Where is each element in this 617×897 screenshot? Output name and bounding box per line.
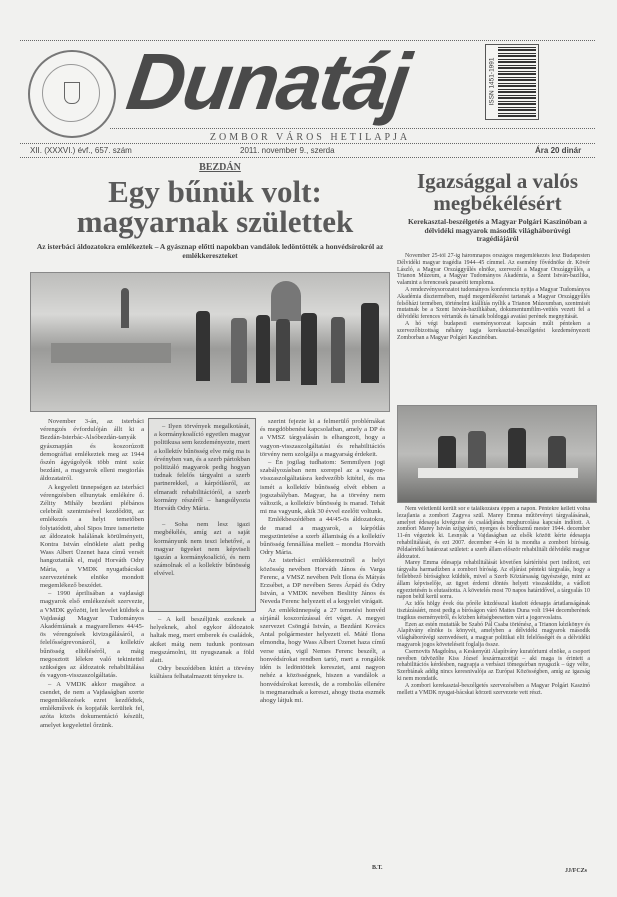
side-subheadline: Kerekasztal-beszélgetés a Magyar Polgári Kaszinóban a délvidéki magyarok második világháborúvégi tragédiájáról — [407, 217, 588, 243]
side-headline: Igazsággal a valós megbékélésért — [416, 169, 578, 215]
newspaper-logo: Dunatáj — [121, 37, 414, 126]
lead-column-1: November 3-án, az isterbáci vérengzés évfordulóján állt ki a Bezdán-Isterbác-Alsóbezdán-tanyák gyásznapján és koszorúzott demográfiai emlékeztek meg az 1944 őszén ágyúgolyók több mint száz bezdáni, a magyarok elleni megtorlás áldozatairól. A kegyeleti ünnepségen az isterbáci vérengzésben elhunytak emlékére ő. Zélity Mihály bezdáni plébános celebrált szentmisével kezdődött, az emlékezés a helyi temetőben folytatódott, ahol Sipos Imre ismertette az áldozatok halálának körülményeit, Kontra István elnöklete alatt pedig Wass Albert Üzenet haza című versét hangoztatták el, majd Horváth Odry Mária, a VMDK nyugatbácskai szervezetének elnöke mondott megemlékező beszédet. – 1990 áprilisában a vajdasági magyarok első emlékezését szervezte, a VMDK győzött, lett levelet küldtek a Vajdasági Magyar Tudományos Akadémiának a magyarellenes 44/45-ös vérengzések kivizsgálásáról, a felelősségrevonásról, a kollektív bűnösség elítéléséről, a máig megosztott lélekre való tekintettel szükséges az áldozatok rehabilitálása és vagyon-visszaszolgáltatás. – A VMDK akkor magához a csendet, de nem a Vajdaságban szerte megemlékezések ezrei kezdődtek, emlékművek és kopjafák kerültek fel, azóta közös dokumentáció készült, amelyet kegyelettel őrzünk. — [40, 418, 144, 729]
side-intro: November 25-től 27-ig háromnapos országos megemlékezés lesz Budapesten Délvidéki magyar tragédia 1944–45 címmel. Az esemény fővédnöke dr. Kövér László, a Magyar Országgyűlés elnöke, szervezői a Magyar Országgyűlés, a Trianon Múzeum, a Magyar Tudományos Akadémia, a Szent István-bazilika, valamint a ferencesek pasaréti temploma. A rendezvénysorozatot tudományos konferencia nyitja a Magyar Tudományos Akadémia dísztermében, majd megemlékezést tartanak a Magyar Országgyűlés felsőházi termében, történelmi kiállítás nyílik a Trianon Múzeumban, szentmisét mutatnak be a Szent István-bazilikában, dokumentumfilm-vetítés vezeti fel a délvidéki ferences vértanúk és társaik boldoggá avatási perének megnyitását. A hó végi budapesti eseménysorozat kapcsán múlt pénteken a szervezőbizottság néhány tagja kerekasztal-beszélgetést kezdeményezett Zomborban a Magyar Polgári Kaszinóban. — [397, 253, 590, 341]
quote-box: – Ilyen törvények megalkotását, a kormánykoalíció egyetlen magyar politikusa sem kezdeményezte, mert a kollektív bűnösség elve még ma is érvényben van, és a szerb pártokban politizáló magyarok pedig hogyan tudnak felelős tárgyalni a szerb partnerekkel, a kárpótlásról, az elmaradt rehabilitációról, a szerb kormány részéről – hangsúlyozta Horváth Odry Mária. – Soha nem lesz igazi megbékélés, amíg azt a saját kormányunk nem teszi lehetővé, a magyar ügyeket nem képviseli igazán a kormánykoalíció, és nem számolnak el a kollektív bűnösség elvével. — [148, 418, 256, 612]
side-body: Nem véletlenül került sor e találkozásra éppen a napon. Péntekre kellett volna lezajlania a zombori Zagyva szül. Marey Emma műtörvényi tárgyalásának, amelyet édesapja kivégzése és családjának meghurcolása kapcsán indított. A zombori Marey István szíjgyártó, nyerges és bőrdíszmű mester 1944. december 11-én végeztek ki. Lesnyák a Vajdaságban az elsők között kérte édesapja rehabilitálását, és ezt 2007. december 4-én ki is mondta a zombori bíróság. Példaértékű határozat születet: a szerb állam először rehabilitált délvidéki magyar áldozatot. Marey Emma édesapja rehabilitálását követően kártérítési pert indított, ezt tárgyalta harmadízben a zombori bíróság. Az eljárást pénteki tárgyalás, hogy a fellebbező bírósághoz küldték, mivel a Szerb Köztársaság ügyészsége, mint az állam képviselője, az ügyet érdemi döntés helyett visszaküldte, a vádlott egyeztetésén is elutasította. A követelés most 70 napos határidővel, a tárgyalás 10 napon belül kerül sorra. Az idős hölgy évek óta pőréle küzdésszal kiadott édesapja ártatlanságának tisztázásáért, most pedig a bíróságon váró Mattes Duna volt 1944 decemberének tragikus eseményeiről, és közben kétségbeesetten várt a jogorvoslatra. Ezen az estén mutatták be Szabó Pál Csaba történész, a Trianon kézikönyv és Alapítvány elnöke is könyvét, amelyben a délvidéki magyarok második világháborúvégi szenvedéseit, a magyar politikai elit felelősségét és a délvidéki magyarok jogos követeléseit foglalja össze. Csernovits Magdolna, a Keskenyúti Alapítvány kuratóriumi elnöke, a csoport nevében üdvözölte Kiss József leszármazottját – aki maga is érintett a rehabilitációs kérdésben, nagyapja a verbászi tömegsírban nyugszik – úgy vélte, Szerbiának addig nincs keresnivalója az Európai Közösségben, amíg az igazság ki nem mondatik. A zombori kerekasztal-beszélgetés szervezésében a Magyar Polgári Kaszinó mellett a VMDK nyugat-bácskai körzeti szervezete vett részt. — [397, 506, 590, 696]
article-kicker: BEZDÁN — [199, 162, 241, 173]
side-signature: JJ/FCZs — [565, 868, 588, 874]
issue-date: 2011. november 9., szerda — [240, 146, 335, 155]
issue-price: Ára 20 dinár — [535, 146, 582, 155]
coat-of-arms-icon — [64, 82, 80, 104]
roundtable-photo — [397, 405, 597, 503]
barcode-issn-text: ISSN 1451-1991 — [488, 57, 496, 106]
barcode-box — [485, 44, 539, 120]
municipal-seal-logo — [28, 50, 116, 138]
lead-subheadline: Az isterbáci áldozatokra emlékeztek – A gyásznap előtti napokban vandálok ledöntötték a honvédsírokról az emlékkereszteket — [36, 242, 384, 260]
barcode-icon — [498, 47, 536, 117]
lead-signature: B.T. — [372, 865, 383, 871]
lead-headline: Egy bűnük volt: magyarnak születtek — [76, 174, 354, 239]
lead-column-3: szerint fejezte ki a felmerülő problémákat és megdöbbenést kapcsolatban, amely a DP és a VMSZ tárgyalásán is elhangzott, hogy a vagyon-visszaszolgáltatási és rehabilitációs törvény nem szolgálja a magyarság érdekeit. – Én jogilag tudhatom: Semmilyen jogi szabályozásban nem szerepel az a vagyon-visszaszolgáltatásra kedvezőbb kitétel, és ma ismét a kollektív bűnösség elvét ebben a jogszabályban. Magyar, ha a törvény nem változik, a kollektív bűnösség is marad. Tehát mi ma vagyunk, akik 30 évvel ezelőtt voltunk. Emlékbeszédében a 44/45-ös áldozatokra, de marad a magyarok, a kárpótlás megszüntetése a szerb államiság és a kollektív bűnösség fennállása mellett – mondta Horváth Odry Mária. Az isterbáci emlékkeresztnél a helyi közösség nevében Horváth János és Varga Ferenc, a VMSZ nevében Pelt Ilona és Mátyás Erzsébet, a DP nevében Seres Árpád és Ódry István, a VMDK nevében Besliity János és Neveda Ferenc helyezett el a kegyelet virágait. Az emlékünnepség a 27 temetési honvéd sírjánál koszorúzással ért véget. A megyei szervezet Csöngjá István, a Bezdáni Kovács Antal polgármester helyezett el. Máté Ilona elmondta, hogy Wass Albert Üzenet haza című verse után, vigil Nemes Ferenc beszélt, a honvédsírokat rendben tartó, mert a rongálók idén is ledöntöttek keresztet, ami nagyon nehéz a közösségnek, hiszen a vandálok a honvédsírokat keresik, de a rombolás ellenére is megmaradnak a kereszt, ahogy tiszta eszmék ahogy látjuk mi. — [260, 418, 385, 704]
issue-number: XII. (XXXVI.) évf., 657. szám — [30, 146, 132, 155]
tagline: ZOMBOR VÁROS HETILAPJA — [209, 132, 411, 143]
memorial-photo — [30, 272, 390, 412]
lead-column-2: – A kell beszéljünk ezeknek a helyeknek, ahol egykor áldozatok haltak meg, mert emberek és családok, akiket máig nem tudunk pontosan megszámolni, itt nyugszanak a föld alatt. Odry beszédében kitért a törvény kiáltásra felhatalmazott tényekre is. — [150, 616, 254, 681]
